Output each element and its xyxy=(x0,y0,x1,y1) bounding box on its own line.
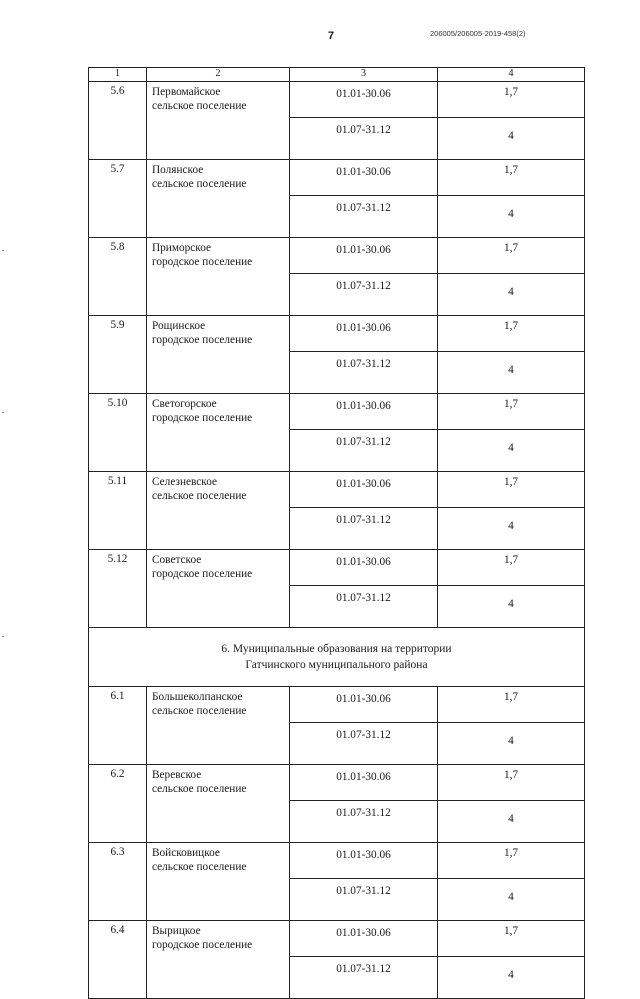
document-id: 206005/206005-2019-458(2) xyxy=(430,29,526,38)
municipality-name-line1: Светогорское xyxy=(152,398,217,410)
period-first-half: 01.01-30.06 xyxy=(290,238,438,274)
period-second-half: 01.07-31.12 xyxy=(290,274,438,316)
coefficient-second-half: 4 xyxy=(438,879,585,921)
coefficient-first-half: 1,7 xyxy=(438,921,585,957)
period-second-half: 01.07-31.12 xyxy=(290,957,438,999)
period-first-half: 01.01-30.06 xyxy=(290,316,438,352)
coefficient-second-half: 4 xyxy=(438,801,585,843)
coefficient-second-half: 4 xyxy=(438,118,585,160)
municipality-type: сельское поселение xyxy=(152,100,247,112)
municipality-name-line1: Вырицкое xyxy=(152,925,201,937)
coefficient-first-half: 1,7 xyxy=(438,238,585,274)
municipality-name xyxy=(147,843,290,921)
row-number: 5.12 xyxy=(89,550,147,628)
period-first-half: 01.01-30.06 xyxy=(290,160,438,196)
column-header-4: 4 xyxy=(438,68,585,82)
coefficient-first-half: 1,7 xyxy=(438,394,585,430)
section-heading-row xyxy=(89,628,585,687)
period-first-half: 01.01-30.06 xyxy=(290,921,438,957)
period-second-half: 01.07-31.12 xyxy=(290,508,438,550)
table-row xyxy=(89,394,585,430)
period-second-half: 01.07-31.12 xyxy=(290,352,438,394)
period-first-half: 01.01-30.06 xyxy=(290,765,438,801)
municipality-name xyxy=(147,394,290,472)
table-row xyxy=(89,550,585,586)
coefficient-first-half: 1,7 xyxy=(438,550,585,586)
municipality-name xyxy=(147,921,290,999)
coefficient-first-half: 1,7 xyxy=(438,843,585,879)
table-row xyxy=(89,472,585,508)
municipality-name xyxy=(147,238,290,316)
municipality-type: городское поселение xyxy=(152,334,253,346)
column-number-row xyxy=(89,68,585,82)
period-first-half: 01.01-30.06 xyxy=(290,843,438,879)
coefficient-second-half: 4 xyxy=(438,352,585,394)
period-first-half: 01.01-30.06 xyxy=(290,550,438,586)
coefficient-first-half: 1,7 xyxy=(438,316,585,352)
municipality-type: городское поселение xyxy=(152,412,253,424)
table-body xyxy=(89,68,585,999)
municipality-name-line1: Первомайское xyxy=(152,86,221,98)
municipality-type: сельское поселение xyxy=(152,861,247,873)
municipality-name xyxy=(147,472,290,550)
period-second-half: 01.07-31.12 xyxy=(290,430,438,472)
table-row xyxy=(89,238,585,274)
period-first-half: 01.01-30.06 xyxy=(290,472,438,508)
period-second-half: 01.07-31.12 xyxy=(290,586,438,628)
period-second-half: 01.07-31.12 xyxy=(290,801,438,843)
coefficient-second-half: 4 xyxy=(438,196,585,238)
municipality-name-line1: Полянское xyxy=(152,164,204,176)
table-row xyxy=(89,843,585,879)
coefficient-second-half: 4 xyxy=(438,430,585,472)
row-number: 5.10 xyxy=(89,394,147,472)
coefficient-first-half: 1,7 xyxy=(438,472,585,508)
municipality-type: сельское поселение xyxy=(152,705,247,717)
section-heading-line1: 6. Муниципальные образования на территории xyxy=(221,643,452,655)
period-first-half: 01.01-30.06 xyxy=(290,82,438,118)
municipality-type: городское поселение xyxy=(152,256,253,268)
row-number: 5.6 xyxy=(89,82,147,160)
coefficient-first-half: 1,7 xyxy=(438,765,585,801)
municipality-name-line1: Веревское xyxy=(152,769,202,781)
scan-speck xyxy=(2,412,4,413)
municipality-name-line1: Рощинское xyxy=(152,320,206,332)
scan-speck xyxy=(2,636,4,637)
municipality-type: городское поселение xyxy=(152,568,253,580)
municipality-name xyxy=(147,160,290,238)
column-header-3: 3 xyxy=(290,68,438,82)
municipality-type: городское поселение xyxy=(152,939,253,951)
row-number: 5.11 xyxy=(89,472,147,550)
coefficient-second-half: 4 xyxy=(438,723,585,765)
municipality-name-line1: Приморское xyxy=(152,242,212,254)
row-number: 6.2 xyxy=(89,765,147,843)
municipality-type: сельское поселение xyxy=(152,490,247,502)
municipality-name xyxy=(147,687,290,765)
coefficient-second-half: 4 xyxy=(438,508,585,550)
period-first-half: 01.01-30.06 xyxy=(290,394,438,430)
column-header-1: 1 xyxy=(89,68,147,82)
coefficient-first-half: 1,7 xyxy=(438,687,585,723)
coefficient-second-half: 4 xyxy=(438,957,585,999)
coefficient-second-half: 4 xyxy=(438,586,585,628)
row-number: 6.4 xyxy=(89,921,147,999)
period-second-half: 01.07-31.12 xyxy=(290,196,438,238)
tariff-table xyxy=(88,67,585,999)
municipality-name xyxy=(147,765,290,843)
period-second-half: 01.07-31.12 xyxy=(290,723,438,765)
column-header-2: 2 xyxy=(147,68,290,82)
row-number: 6.3 xyxy=(89,843,147,921)
municipality-name-line1: Войсковицкое xyxy=(152,847,220,859)
table-row xyxy=(89,687,585,723)
municipality-type: сельское поселение xyxy=(152,178,247,190)
table-row xyxy=(89,82,585,118)
municipality-name-line1: Большеколпанское xyxy=(152,691,243,703)
row-number: 6.1 xyxy=(89,687,147,765)
scan-speck xyxy=(2,250,4,251)
municipality-name-line1: Советское xyxy=(152,554,202,566)
row-number: 5.7 xyxy=(89,160,147,238)
page-number: 7 xyxy=(328,30,335,42)
coefficient-first-half: 1,7 xyxy=(438,160,585,196)
section-heading xyxy=(89,628,585,687)
period-second-half: 01.07-31.12 xyxy=(290,118,438,160)
table-row xyxy=(89,160,585,196)
coefficient-second-half: 4 xyxy=(438,274,585,316)
municipality-name-line1: Селезневское xyxy=(152,476,217,488)
row-number: 5.9 xyxy=(89,316,147,394)
period-first-half: 01.01-30.06 xyxy=(290,687,438,723)
table-row xyxy=(89,316,585,352)
table-row xyxy=(89,921,585,957)
period-second-half: 01.07-31.12 xyxy=(290,879,438,921)
table-row xyxy=(89,765,585,801)
municipality-type: сельское поселение xyxy=(152,783,247,795)
section-heading-line2: Гатчинского муниципального района xyxy=(245,659,428,671)
coefficient-first-half: 1,7 xyxy=(438,82,585,118)
municipality-name xyxy=(147,82,290,160)
municipality-name xyxy=(147,550,290,628)
municipality-name xyxy=(147,316,290,394)
row-number: 5.8 xyxy=(89,238,147,316)
